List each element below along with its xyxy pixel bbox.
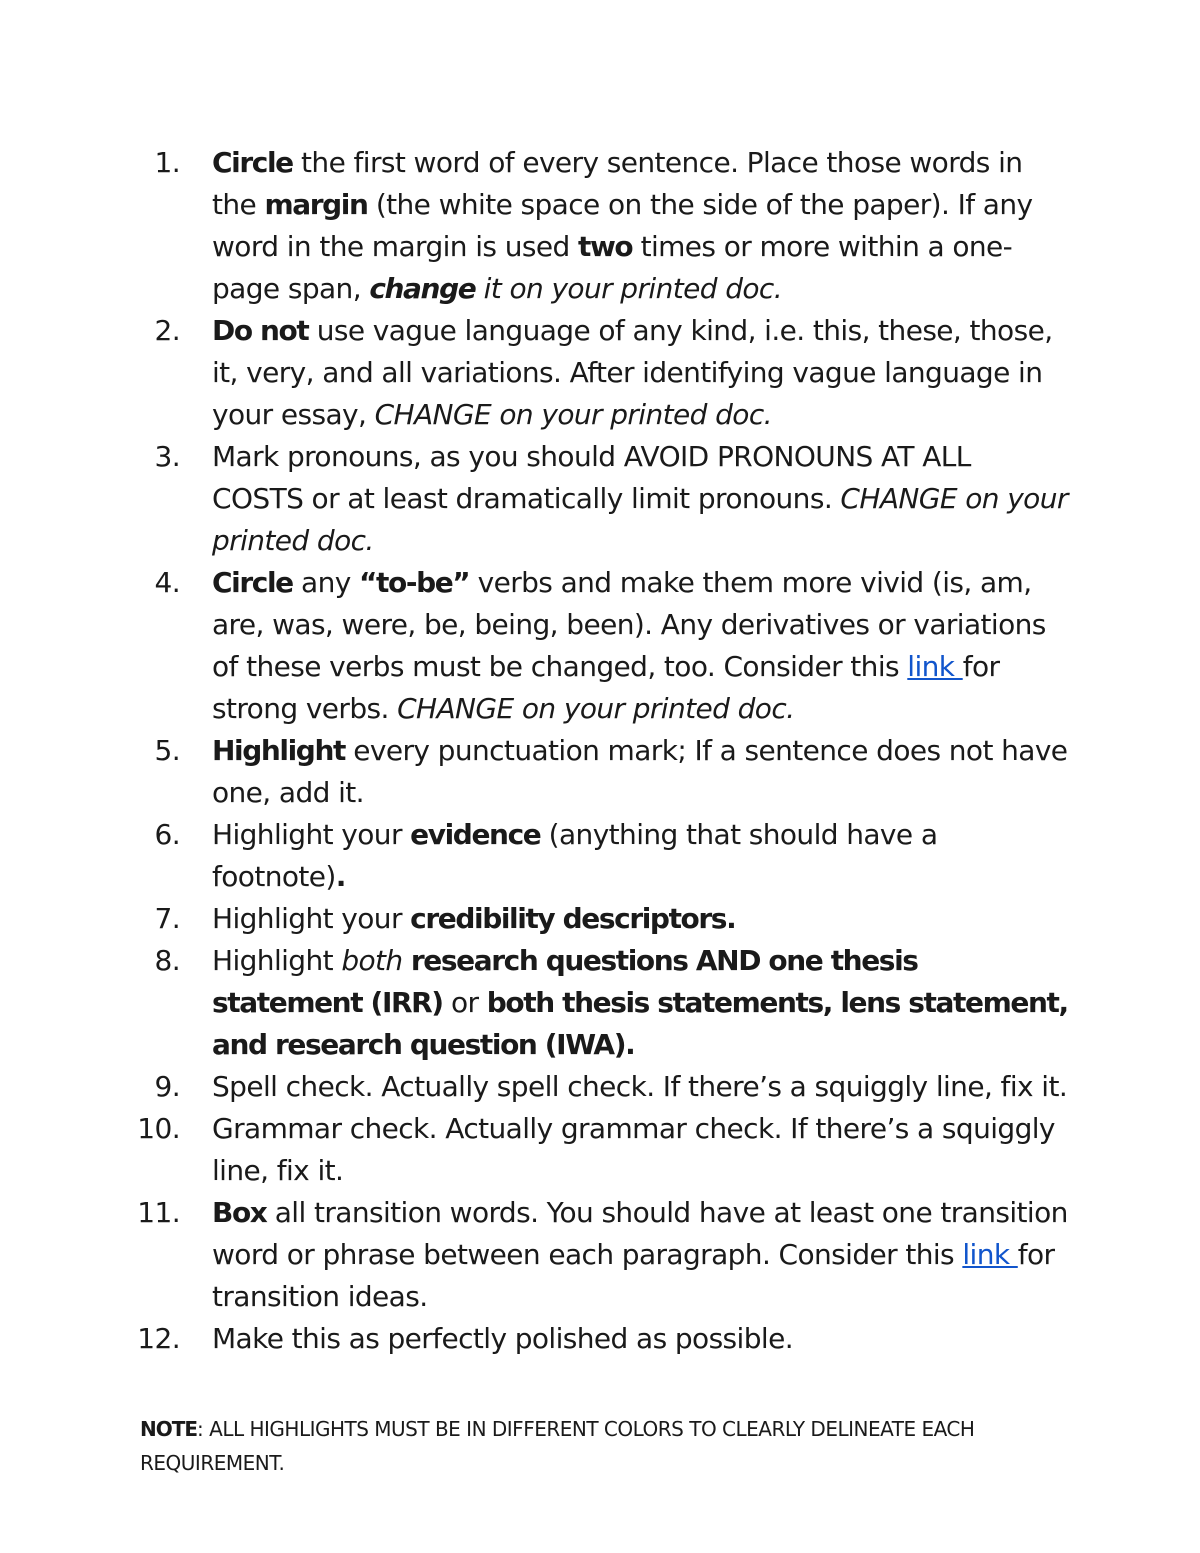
list-number: 5.: [154, 734, 180, 767]
list-item: [130, 310, 1070, 436]
body-text: any: [292, 566, 360, 599]
body-text: [403, 944, 411, 977]
emphasis-text: two: [577, 230, 633, 263]
list-item: [130, 436, 1070, 562]
body-text: the first word of every sentence. Place those words in the: [212, 146, 1023, 221]
body-text: Highlight your: [212, 818, 411, 851]
note-text: : ALL HIGHLIGHTS MUST BE IN DIFFERENT COLORS TO CLEARLY DELINEATE EACH REQUIREMENT.: [140, 1417, 975, 1475]
list-number: 4.: [154, 566, 180, 599]
emphasis-text: margin: [264, 188, 368, 221]
body-text: (anything that should have a footnote): [212, 818, 938, 893]
emphasis-text: Circle: [212, 566, 293, 599]
instruction-text: it on your printed doc.: [475, 272, 782, 305]
emphasis-text: change: [369, 272, 476, 305]
list-item: [130, 1108, 1070, 1192]
body-text: or: [442, 986, 487, 1019]
list-item: [130, 562, 1070, 730]
list-item: [130, 730, 1070, 814]
emphasis-text: Box: [212, 1196, 267, 1229]
list-number: 1.: [154, 146, 180, 179]
emphasis-text: Circle: [212, 146, 293, 179]
list-number: 7.: [154, 902, 180, 935]
instruction-text: both: [341, 944, 403, 977]
emphasis-text: Do not: [212, 314, 309, 347]
emphasis-text: research questions AND one thesis statement (IRR): [212, 944, 918, 1019]
list-item: [130, 1318, 1070, 1360]
revision-checklist: [130, 142, 1070, 1360]
strong-verbs-link[interactable]: link: [907, 650, 963, 683]
note-label: NOTE: [140, 1417, 198, 1441]
emphasis-text: .: [335, 860, 345, 893]
emphasis-text: credibility descriptors.: [410, 902, 736, 935]
list-item: [130, 940, 1070, 1066]
body-text: Make this as perfectly polished as possible.: [212, 1322, 794, 1355]
body-text: all transition words. You should have at least one transition word or phrase between each paragraph. Consider this: [212, 1196, 1068, 1271]
transition-ideas-link[interactable]: link: [962, 1238, 1018, 1271]
list-number: 9.: [154, 1070, 180, 1103]
body-text: Grammar check. Actually grammar check. If there’s a squiggly line, fix it.: [212, 1112, 1055, 1187]
emphasis-text: “to-be”: [359, 566, 470, 599]
list-item: [130, 1066, 1070, 1108]
body-text: use vague language of any kind, i.e. this, these, those, it, very, and all variations. After identifying vague language in your essay,: [212, 314, 1053, 431]
body-text: Highlight your: [212, 902, 411, 935]
list-number: 6.: [154, 818, 180, 851]
list-number: 2.: [154, 314, 180, 347]
list-number: 3.: [154, 440, 180, 473]
body-text: Spell check. Actually spell check. If there’s a squiggly line, fix it.: [212, 1070, 1068, 1103]
body-text: verbs and make them more vivid (is, am, are, was, were, be, being, been). Any derivatives or variations of these verbs must be changed, too. Consider this: [212, 566, 1046, 683]
list-number: 11.: [137, 1196, 180, 1229]
body-text: for transition ideas.: [212, 1238, 1055, 1313]
body-text: times or more within a one-page span,: [212, 230, 1013, 305]
emphasis-text: Highlight: [212, 734, 345, 767]
note-paragraph: [140, 1412, 1070, 1480]
instruction-text: CHANGE on your printed doc.: [212, 482, 1068, 557]
instruction-text: CHANGE on your printed doc.: [374, 398, 772, 431]
body-text: every punctuation mark; If a sentence does not have one, add it.: [212, 734, 1068, 809]
body-text: for strong verbs.: [212, 650, 1000, 725]
list-number: 8.: [154, 944, 180, 977]
emphasis-text: both thesis statements, lens statement, and research question (IWA).: [212, 986, 1068, 1061]
list-item: [130, 898, 1070, 940]
emphasis-text: evidence: [410, 818, 541, 851]
list-item: [130, 142, 1070, 310]
body-text: Mark pronouns, as you should AVOID PRONOUNS AT ALL COSTS or at least dramatically limit pronouns.: [212, 440, 971, 515]
list-number: 10.: [137, 1112, 180, 1145]
list-item: [130, 814, 1070, 898]
list-number: 12.: [137, 1322, 180, 1355]
list-item: [130, 1192, 1070, 1318]
body-text: Highlight: [212, 944, 342, 977]
instruction-text: CHANGE on your printed doc.: [397, 692, 795, 725]
body-text: (the white space on the side of the paper). If any word in the margin is used: [212, 188, 1033, 263]
